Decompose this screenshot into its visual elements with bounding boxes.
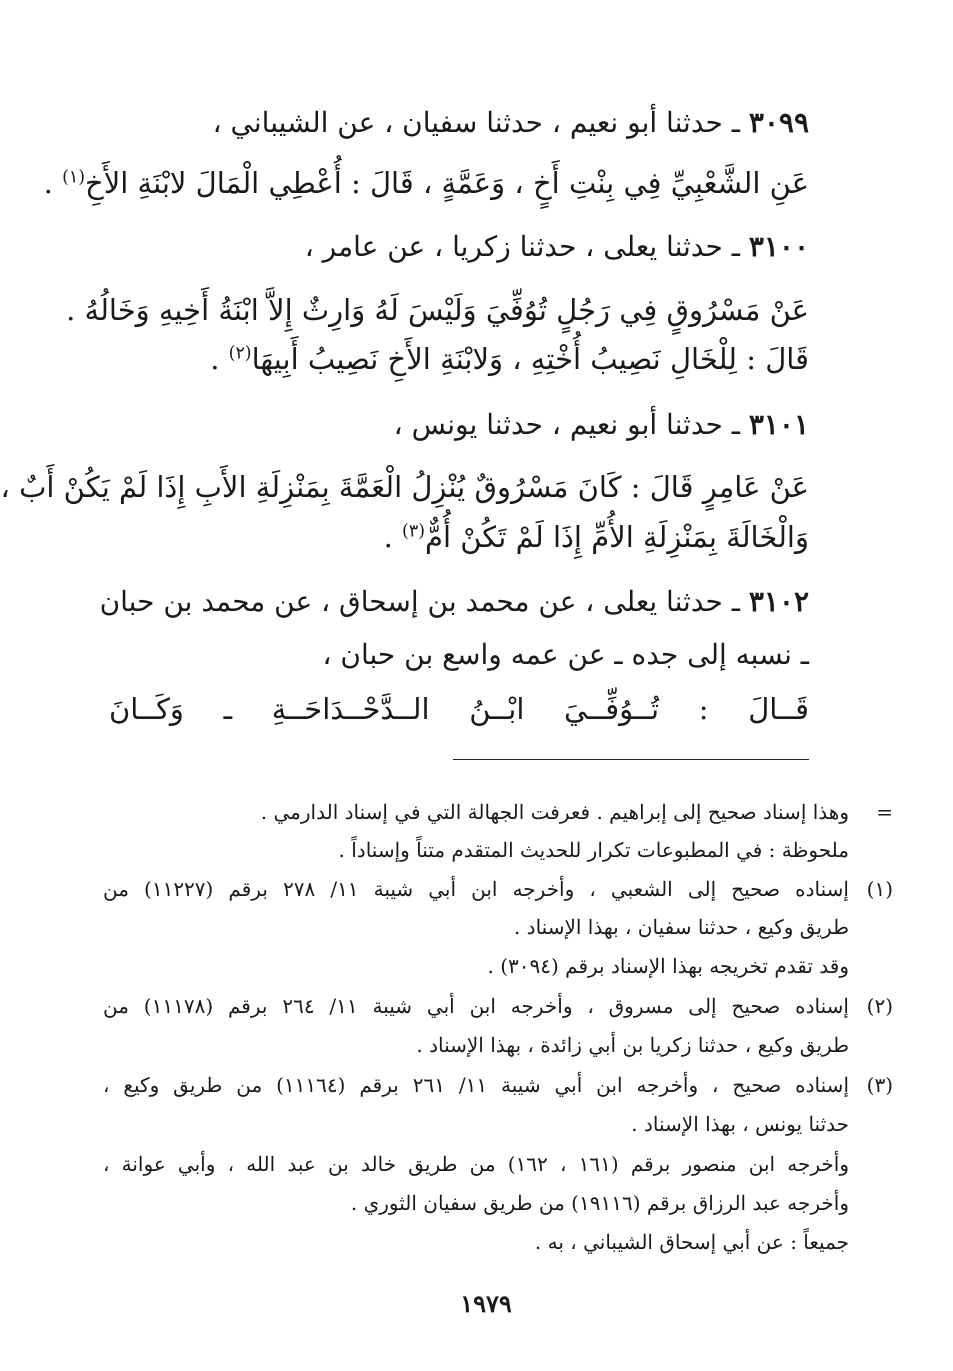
hadith-matn-3101-line-1 <box>0 470 809 505</box>
footnote-number: (٢) <box>866 994 893 1018</box>
footnote-number: (١) <box>866 877 893 901</box>
isnad-text: ـ نسبه إلى جده ـ عن عمه واسع بن حبان ، <box>322 638 809 671</box>
hadith-matn-3099-line-1 <box>43 166 809 201</box>
isnad-text: ـ حدثنا يعلى ، حدثنا زكريا ، عن عامر ، <box>304 230 740 263</box>
isnad-text: ـ حدثنا أبو نعيم ، حدثنا سفيان ، عن الشيباني ، <box>212 106 740 139</box>
footnote-line: إسناده صحيح ، وأخرجه ابن أبي شيبة ١١/ ٢٦١ برقم (١١١٦٤) من طريق وكيع ، <box>103 1073 849 1097</box>
hadith-matn-3100-line-2 <box>109 342 809 377</box>
footnote-line: إسناده صحيح إلى مسروق ، وأخرجه ابن أبي شيبة ١١/ ٢٦٤ برقم (١١١٧٨) من <box>103 994 849 1018</box>
matn-text: وَالْخَالَةَ بِمَنْزِلَةِ الأُمِّ إِذَا لَمْ تَكُنْ أُمٌّ <box>424 520 809 554</box>
hadith-isnad-3101 <box>109 408 809 442</box>
matn-text: عَنْ مَسْرُوقٍ فِي رَجُلٍ تُوُفِّيَ وَلَيْسَ لَهُ وَارِثٌ إِلاَّ ابْنَةُ أَخِيهِ وَخَالُهُ . <box>66 293 809 327</box>
footnote-line: وقد تقدم تخريجه بهذا الإسناد برقم (٣٠٩٤) . <box>487 954 849 978</box>
footnote-separator <box>453 759 809 760</box>
footnote-line: وأخرجه ابن منصور برقم (١٦١ ، ١٦٢) من طريق خالد بن عبد الله ، وأبي عوانة ، <box>103 1152 849 1176</box>
isnad-text: ـ حدثنا أبو نعيم ، حدثنا يونس ، <box>393 408 740 441</box>
footnote-line: طريق وكيع ، حدثنا زكريا بن أبي زائدة ، بهذا الإسناد . <box>416 1033 849 1057</box>
footnote-line: جميعاً : عن أبي إسحاق الشيباني ، به . <box>534 1230 849 1254</box>
matn-end: . <box>383 520 403 554</box>
hadith-number: ٣١٠٢ <box>748 585 809 618</box>
hadith-isnad-3102-cont <box>109 638 809 672</box>
footnote-line: وأخرجه عبد الرزاق برقم (١٩١١٦) من طريق سفيان الثوري . <box>350 1191 849 1215</box>
hadith-matn-3101-line-2 <box>109 520 809 555</box>
footnote-marker: (٣) <box>402 521 425 542</box>
matn-end: . <box>210 342 229 376</box>
footnote-line: ملحوظة : في المطبوعات تكرار للحديث المتقدم متناً وإسناداً . <box>338 838 849 862</box>
hadith-matn-3102-line-1 <box>109 692 809 727</box>
hadith-isnad-3099 <box>109 106 809 140</box>
footnote-marker: (١) <box>62 167 85 188</box>
hadith-number: ٣٠٩٩ <box>748 106 809 139</box>
footnote-line: وهذا إسناد صحيح إلى إبراهيم . فعرفت الجهالة التي في إسناد الدارمي . <box>260 800 849 824</box>
hadith-number: ٣١٠٠ <box>748 230 809 263</box>
footnote-continuation-mark: = <box>876 800 893 824</box>
matn-end: . <box>43 166 63 200</box>
hadith-isnad-3100 <box>109 230 809 264</box>
footnote-number: (٣) <box>866 1073 893 1097</box>
footnote-line: حدثنا يونس ، بهذا الإسناد . <box>631 1112 849 1136</box>
hadith-isnad-3102 <box>99 585 809 619</box>
matn-text: عَنْ عَامِرٍ قَالَ : كَانَ مَسْرُوقٌ يُنْزِلُ الْعَمَّةَ بِمَنْزِلَةِ الأَبِ إِذَا لَمْ يَكُنْ أَبٌ ، <box>0 470 809 504</box>
matn-text: عَنِ الشَّعْبِيِّ فِي بِنْتِ أَخٍ ، وَعَمَّةٍ ، قَالَ : أُعْطِي الْمَالَ لابْنَةِ الأَخِ <box>85 166 809 200</box>
page-number: ١٩٧٩ <box>460 1289 512 1318</box>
footnote-line: إسناده صحيح إلى الشعبي ، وأخرجه ابن أبي شيبة ١١/ ٢٧٨ برقم (١١٢٢٧) من <box>103 877 849 901</box>
footnote-line: طريق وكيع ، حدثنا سفيان ، بهذا الإسناد . <box>513 915 849 939</box>
footnote-marker: (٢) <box>228 343 252 364</box>
isnad-text: ـ حدثنا يعلى ، عن محمد بن إسحاق ، عن محمد بن حبان <box>99 585 740 618</box>
matn-text: قَالَ : لِلْخَالِ نَصِيبُ أُخْتِهِ ، وَلابْنَةِ الأَخِ نَصِيبُ أَبِيهَا <box>251 342 809 376</box>
hadith-number: ٣١٠١ <box>748 408 809 441</box>
matn-text: قَــالَ : تُــوُفِّــيَ ابْــنُ الــدَّحْــدَاحَــةِ ـ وَكَــانَ <box>109 692 809 726</box>
hadith-matn-3100-line-1 <box>66 293 809 328</box>
